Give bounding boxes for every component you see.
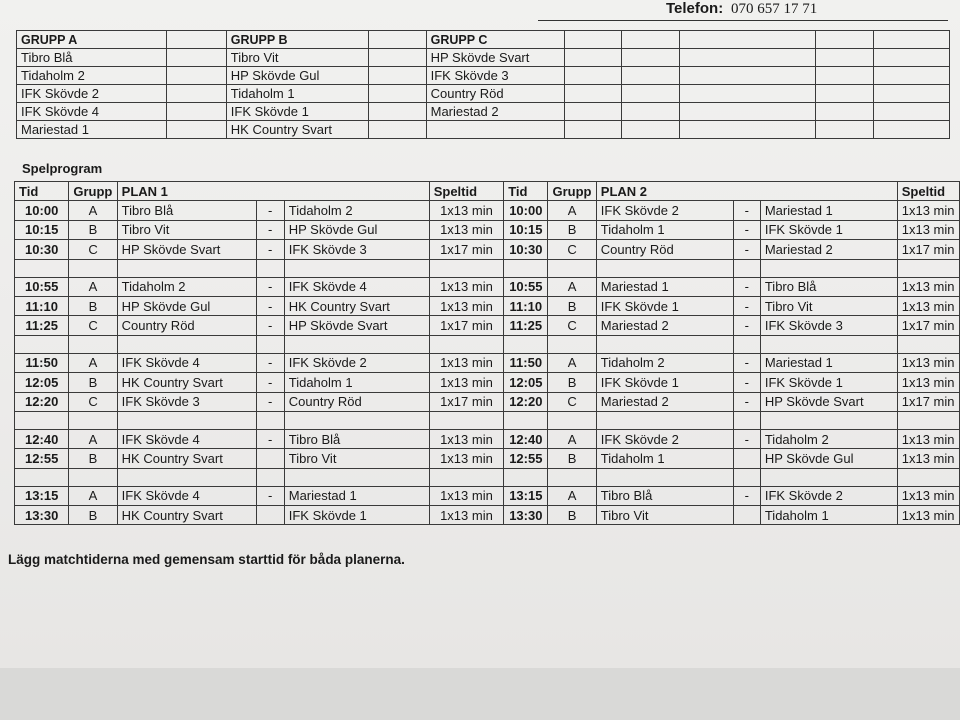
col-grupp-1: Grupp — [69, 182, 117, 201]
empty-cell — [733, 411, 760, 429]
group-row — [17, 49, 950, 67]
away-team-plan2: Tidaholm 2 — [760, 429, 897, 448]
home-team-plan1: Tidaholm 2 — [117, 277, 256, 296]
versus-dash: - — [733, 316, 760, 335]
empty-cell — [429, 259, 503, 277]
match-group-plan2: A — [548, 486, 596, 505]
versus-dash: - — [733, 353, 760, 372]
empty-cell — [548, 335, 596, 353]
group-c-team: HP Skövde Svart — [426, 49, 564, 67]
schedule-header-row — [15, 182, 960, 201]
match-group-plan2: B — [548, 220, 596, 239]
empty-cell — [548, 468, 596, 486]
groups-header-row — [17, 31, 950, 49]
home-team-plan2: IFK Skövde 1 — [596, 296, 733, 315]
versus-dash — [733, 506, 760, 525]
match-group-plan1: B — [69, 296, 117, 315]
versus-dash: - — [256, 296, 284, 315]
group-b-team: HP Skövde Gul — [226, 67, 368, 85]
match-time-plan2: 13:30 — [504, 506, 548, 525]
match-time-plan2: 10:55 — [504, 277, 548, 296]
match-row — [15, 316, 960, 335]
group-a-team: IFK Skövde 4 — [17, 103, 167, 121]
versus-dash: - — [733, 296, 760, 315]
versus-dash: - — [256, 220, 284, 239]
home-team-plan1: IFK Skövde 4 — [117, 353, 256, 372]
match-duration-plan2: 1x13 min — [897, 220, 959, 239]
empty-cell — [504, 411, 548, 429]
home-team-plan2: Tibro Vit — [596, 506, 733, 525]
match-duration-plan2: 1x17 min — [897, 316, 959, 335]
empty-cell — [897, 468, 959, 486]
empty-cell — [166, 49, 226, 67]
match-duration-plan2: 1x13 min — [897, 506, 959, 525]
match-row — [15, 373, 960, 392]
away-team-plan2: Tibro Vit — [760, 296, 897, 315]
versus-dash: - — [256, 353, 284, 372]
match-group-plan1: B — [69, 506, 117, 525]
empty-cell — [284, 411, 429, 429]
versus-dash: - — [733, 220, 760, 239]
home-team-plan1: IFK Skövde 4 — [117, 429, 256, 448]
group-c-team: IFK Skövde 3 — [426, 67, 564, 85]
empty-cell — [69, 468, 117, 486]
match-time-plan2: 11:50 — [504, 353, 548, 372]
empty-cell — [733, 468, 760, 486]
away-team-plan2: Mariestad 1 — [760, 201, 897, 220]
match-time-plan1: 12:55 — [15, 449, 69, 468]
match-row — [15, 506, 960, 525]
group-b-header: GRUPP B — [226, 31, 368, 49]
empty-cell — [622, 121, 680, 139]
empty-cell — [596, 411, 733, 429]
away-team-plan1: IFK Skövde 2 — [284, 353, 429, 372]
empty-cell — [816, 85, 874, 103]
phone-label: Telefon: — [666, 0, 724, 17]
empty-cell — [622, 49, 680, 67]
empty-cell — [504, 468, 548, 486]
versus-dash: - — [256, 316, 284, 335]
group-c-header: GRUPP C — [426, 31, 564, 49]
match-group-plan2: A — [548, 201, 596, 220]
versus-dash: - — [733, 429, 760, 448]
col-tid-2: Tid — [504, 182, 548, 201]
match-row — [15, 240, 960, 259]
away-team-plan2: IFK Skövde 3 — [760, 316, 897, 335]
match-time-plan1: 13:30 — [15, 506, 69, 525]
match-group-plan1: A — [69, 201, 117, 220]
away-team-plan2: Tibro Blå — [760, 277, 897, 296]
away-team-plan2: IFK Skövde 1 — [760, 373, 897, 392]
versus-dash: - — [256, 277, 284, 296]
empty-cell — [564, 103, 622, 121]
match-group-plan1: B — [69, 220, 117, 239]
match-group-plan2: C — [548, 392, 596, 411]
match-time-plan1: 10:30 — [15, 240, 69, 259]
empty-cell — [166, 103, 226, 121]
group-b-team: Tidaholm 1 — [226, 85, 368, 103]
match-duration-plan1: 1x13 min — [429, 220, 503, 239]
match-group-plan1: A — [69, 277, 117, 296]
spacer-row — [15, 259, 960, 277]
match-row — [15, 296, 960, 315]
versus-dash: - — [733, 392, 760, 411]
empty-cell — [256, 468, 284, 486]
empty-cell — [117, 411, 256, 429]
match-time-plan2: 11:10 — [504, 296, 548, 315]
group-row — [17, 103, 950, 121]
away-team-plan2: Mariestad 1 — [760, 353, 897, 372]
home-team-plan1: HK Country Svart — [117, 449, 256, 468]
empty-cell — [874, 49, 950, 67]
match-row — [15, 392, 960, 411]
empty-cell — [897, 411, 959, 429]
match-time-plan1: 10:55 — [15, 277, 69, 296]
empty-cell — [429, 468, 503, 486]
group-a-team: Mariestad 1 — [17, 121, 167, 139]
home-team-plan1: HP Skövde Svart — [117, 240, 256, 259]
empty-cell — [256, 259, 284, 277]
group-b-team: IFK Skövde 1 — [226, 103, 368, 121]
empty-cell — [596, 468, 733, 486]
match-group-plan1: A — [69, 353, 117, 372]
away-team-plan1: Tibro Vit — [284, 449, 429, 468]
empty-cell — [284, 335, 429, 353]
group-b-team: HK Country Svart — [226, 121, 368, 139]
group-a-header: GRUPP A — [17, 31, 167, 49]
match-time-plan2: 11:25 — [504, 316, 548, 335]
match-duration-plan2: 1x17 min — [897, 392, 959, 411]
match-time-plan2: 10:00 — [504, 201, 548, 220]
versus-dash: - — [256, 429, 284, 448]
empty-cell — [622, 67, 680, 85]
empty-cell — [117, 335, 256, 353]
match-time-plan1: 10:00 — [15, 201, 69, 220]
versus-dash: - — [733, 486, 760, 505]
empty-cell — [733, 335, 760, 353]
empty-cell — [548, 259, 596, 277]
col-tid-1: Tid — [15, 182, 69, 201]
empty-cell — [816, 67, 874, 85]
empty-cell — [15, 259, 69, 277]
versus-dash: - — [256, 240, 284, 259]
match-group-plan1: C — [69, 240, 117, 259]
away-team-plan1: IFK Skövde 4 — [284, 277, 429, 296]
versus-dash: - — [733, 201, 760, 220]
empty-cell — [622, 103, 680, 121]
empty-cell — [256, 335, 284, 353]
phone-number: 070 657 17 71 — [730, 1, 818, 17]
home-team-plan2: Tidaholm 1 — [596, 449, 733, 468]
empty-cell — [760, 335, 897, 353]
empty-cell — [368, 85, 426, 103]
versus-dash: - — [256, 486, 284, 505]
match-duration-plan2: 1x13 min — [897, 429, 959, 448]
home-team-plan1: HP Skövde Gul — [117, 296, 256, 315]
home-team-plan1: Tibro Vit — [117, 220, 256, 239]
match-duration-plan1: 1x13 min — [429, 373, 503, 392]
empty-cell — [622, 85, 680, 103]
match-group-plan2: B — [548, 373, 596, 392]
empty-cell — [564, 67, 622, 85]
away-team-plan2: Tidaholm 1 — [760, 506, 897, 525]
match-group-plan2: C — [548, 316, 596, 335]
away-team-plan1: Tibro Blå — [284, 429, 429, 448]
groups-table — [16, 30, 950, 139]
group-row — [17, 67, 950, 85]
footer-note: Lägg matchtiderna med gemensam starttid för båda planerna. — [8, 552, 405, 567]
empty-cell — [256, 411, 284, 429]
match-time-plan2: 13:15 — [504, 486, 548, 505]
match-duration-plan1: 1x17 min — [429, 316, 503, 335]
match-group-plan1: A — [69, 429, 117, 448]
empty-cell — [564, 85, 622, 103]
match-duration-plan1: 1x17 min — [429, 240, 503, 259]
match-duration-plan1: 1x13 min — [429, 353, 503, 372]
empty-cell — [564, 121, 622, 139]
col-grupp-2: Grupp — [548, 182, 596, 201]
away-team-plan1: IFK Skövde 1 — [284, 506, 429, 525]
match-duration-plan2: 1x13 min — [897, 201, 959, 220]
match-time-plan1: 11:25 — [15, 316, 69, 335]
match-duration-plan2: 1x13 min — [897, 296, 959, 315]
home-team-plan1: IFK Skövde 4 — [117, 486, 256, 505]
match-time-plan2: 10:15 — [504, 220, 548, 239]
match-group-plan2: C — [548, 240, 596, 259]
empty-cell — [284, 468, 429, 486]
away-team-plan2: HP Skövde Svart — [760, 392, 897, 411]
group-b-team: Tibro Vit — [226, 49, 368, 67]
home-team-plan2: Mariestad 1 — [596, 277, 733, 296]
empty-cell — [368, 121, 426, 139]
empty-cell — [897, 335, 959, 353]
empty-cell — [897, 259, 959, 277]
match-duration-plan1: 1x13 min — [429, 449, 503, 468]
empty-cell — [504, 335, 548, 353]
empty-cell — [760, 411, 897, 429]
home-team-plan1: Tibro Blå — [117, 201, 256, 220]
away-team-plan2: HP Skövde Gul — [760, 449, 897, 468]
col-plan-1: PLAN 1 — [117, 182, 429, 201]
empty-cell — [760, 468, 897, 486]
empty-cell — [816, 103, 874, 121]
away-team-plan2: IFK Skövde 1 — [760, 220, 897, 239]
empty-cell — [117, 259, 256, 277]
empty-cell — [680, 49, 816, 67]
home-team-plan1: HK Country Svart — [117, 506, 256, 525]
match-duration-plan2: 1x13 min — [897, 449, 959, 468]
match-group-plan2: A — [548, 277, 596, 296]
spacer-row — [15, 468, 960, 486]
match-time-plan2: 10:30 — [504, 240, 548, 259]
col-speltid-2: Speltid — [897, 182, 959, 201]
empty-cell — [680, 67, 816, 85]
match-time-plan2: 12:05 — [504, 373, 548, 392]
empty-cell — [15, 335, 69, 353]
versus-dash: - — [256, 373, 284, 392]
empty-cell — [874, 103, 950, 121]
empty-cell — [504, 259, 548, 277]
spacer-row — [15, 335, 960, 353]
empty-cell — [733, 259, 760, 277]
versus-dash: - — [256, 201, 284, 220]
group-a-team: Tidaholm 2 — [17, 67, 167, 85]
versus-dash: - — [256, 392, 284, 411]
empty-cell — [368, 103, 426, 121]
away-team-plan1: IFK Skövde 3 — [284, 240, 429, 259]
match-row — [15, 486, 960, 505]
match-time-plan1: 12:05 — [15, 373, 69, 392]
schedule-table — [14, 181, 960, 525]
match-duration-plan1: 1x13 min — [429, 429, 503, 448]
empty-cell — [69, 411, 117, 429]
match-group-plan2: B — [548, 506, 596, 525]
group-a-team: Tibro Blå — [17, 49, 167, 67]
away-team-plan2: Mariestad 2 — [760, 240, 897, 259]
match-row — [15, 429, 960, 448]
match-group-plan1: B — [69, 373, 117, 392]
match-time-plan1: 12:20 — [15, 392, 69, 411]
home-team-plan2: IFK Skövde 1 — [596, 373, 733, 392]
home-team-plan1: HK Country Svart — [117, 373, 256, 392]
match-group-plan2: A — [548, 429, 596, 448]
empty-cell — [760, 259, 897, 277]
empty-cell — [680, 103, 816, 121]
match-group-plan1: C — [69, 316, 117, 335]
home-team-plan2: Country Röd — [596, 240, 733, 259]
versus-dash — [256, 506, 284, 525]
empty-cell — [429, 411, 503, 429]
away-team-plan2: IFK Skövde 2 — [760, 486, 897, 505]
col-plan-2: PLAN 2 — [596, 182, 897, 201]
schedule-title: Spelprogram — [22, 161, 103, 176]
match-group-plan2: A — [548, 353, 596, 372]
empty-cell — [596, 259, 733, 277]
match-duration-plan2: 1x13 min — [897, 486, 959, 505]
empty-cell — [874, 85, 950, 103]
empty-cell — [874, 121, 950, 139]
spacer-row — [15, 411, 960, 429]
empty-cell — [564, 49, 622, 67]
away-team-plan1: HK Country Svart — [284, 296, 429, 315]
empty-cell — [15, 468, 69, 486]
match-group-plan1: C — [69, 392, 117, 411]
versus-dash: - — [733, 373, 760, 392]
empty-cell — [166, 67, 226, 85]
empty-cell — [816, 121, 874, 139]
group-c-team: Mariestad 2 — [426, 103, 564, 121]
match-time-plan1: 13:15 — [15, 486, 69, 505]
match-row — [15, 201, 960, 220]
match-duration-plan1: 1x13 min — [429, 277, 503, 296]
away-team-plan1: Tidaholm 1 — [284, 373, 429, 392]
match-group-plan2: B — [548, 449, 596, 468]
match-duration-plan2: 1x13 min — [897, 353, 959, 372]
match-time-plan2: 12:40 — [504, 429, 548, 448]
home-team-plan2: Tibro Blå — [596, 486, 733, 505]
match-group-plan2: B — [548, 296, 596, 315]
empty-cell — [284, 259, 429, 277]
versus-dash — [733, 449, 760, 468]
match-time-plan1: 11:50 — [15, 353, 69, 372]
empty-cell — [874, 67, 950, 85]
group-a-team: IFK Skövde 2 — [17, 85, 167, 103]
match-time-plan1: 10:15 — [15, 220, 69, 239]
match-duration-plan1: 1x13 min — [429, 201, 503, 220]
match-group-plan1: A — [69, 486, 117, 505]
group-row — [17, 85, 950, 103]
group-row — [17, 121, 950, 139]
empty-cell — [69, 335, 117, 353]
empty-cell — [368, 49, 426, 67]
home-team-plan2: Mariestad 2 — [596, 392, 733, 411]
match-duration-plan2: 1x17 min — [897, 240, 959, 259]
empty-cell — [117, 468, 256, 486]
match-duration-plan1: 1x17 min — [429, 392, 503, 411]
versus-dash — [256, 449, 284, 468]
away-team-plan1: HP Skövde Gul — [284, 220, 429, 239]
empty-cell — [596, 335, 733, 353]
empty-cell — [15, 411, 69, 429]
empty-cell — [548, 411, 596, 429]
empty-cell — [368, 67, 426, 85]
match-time-plan2: 12:20 — [504, 392, 548, 411]
group-c-team — [426, 121, 564, 139]
match-duration-plan1: 1x13 min — [429, 486, 503, 505]
match-row — [15, 220, 960, 239]
group-c-team: Country Röd — [426, 85, 564, 103]
match-duration-plan1: 1x13 min — [429, 506, 503, 525]
empty-cell — [166, 85, 226, 103]
versus-dash: - — [733, 240, 760, 259]
away-team-plan1: Country Röd — [284, 392, 429, 411]
match-time-plan2: 12:55 — [504, 449, 548, 468]
match-group-plan1: B — [69, 449, 117, 468]
phone-line — [538, 0, 948, 21]
match-row — [15, 449, 960, 468]
home-team-plan2: Tidaholm 1 — [596, 220, 733, 239]
home-team-plan2: IFK Skövde 2 — [596, 429, 733, 448]
col-speltid-1: Speltid — [429, 182, 503, 201]
home-team-plan1: Country Röd — [117, 316, 256, 335]
away-team-plan1: Tidaholm 2 — [284, 201, 429, 220]
versus-dash: - — [733, 277, 760, 296]
home-team-plan1: IFK Skövde 3 — [117, 392, 256, 411]
home-team-plan2: IFK Skövde 2 — [596, 201, 733, 220]
away-team-plan1: Mariestad 1 — [284, 486, 429, 505]
match-row — [15, 277, 960, 296]
match-duration-plan2: 1x13 min — [897, 277, 959, 296]
empty-cell — [680, 85, 816, 103]
away-team-plan1: HP Skövde Svart — [284, 316, 429, 335]
home-team-plan2: Tidaholm 2 — [596, 353, 733, 372]
home-team-plan2: Mariestad 2 — [596, 316, 733, 335]
empty-cell — [166, 121, 226, 139]
match-duration-plan1: 1x13 min — [429, 296, 503, 315]
empty-cell — [680, 121, 816, 139]
match-time-plan1: 12:40 — [15, 429, 69, 448]
match-time-plan1: 11:10 — [15, 296, 69, 315]
empty-cell — [816, 49, 874, 67]
match-duration-plan2: 1x13 min — [897, 373, 959, 392]
empty-cell — [69, 259, 117, 277]
match-row — [15, 353, 960, 372]
empty-cell — [429, 335, 503, 353]
